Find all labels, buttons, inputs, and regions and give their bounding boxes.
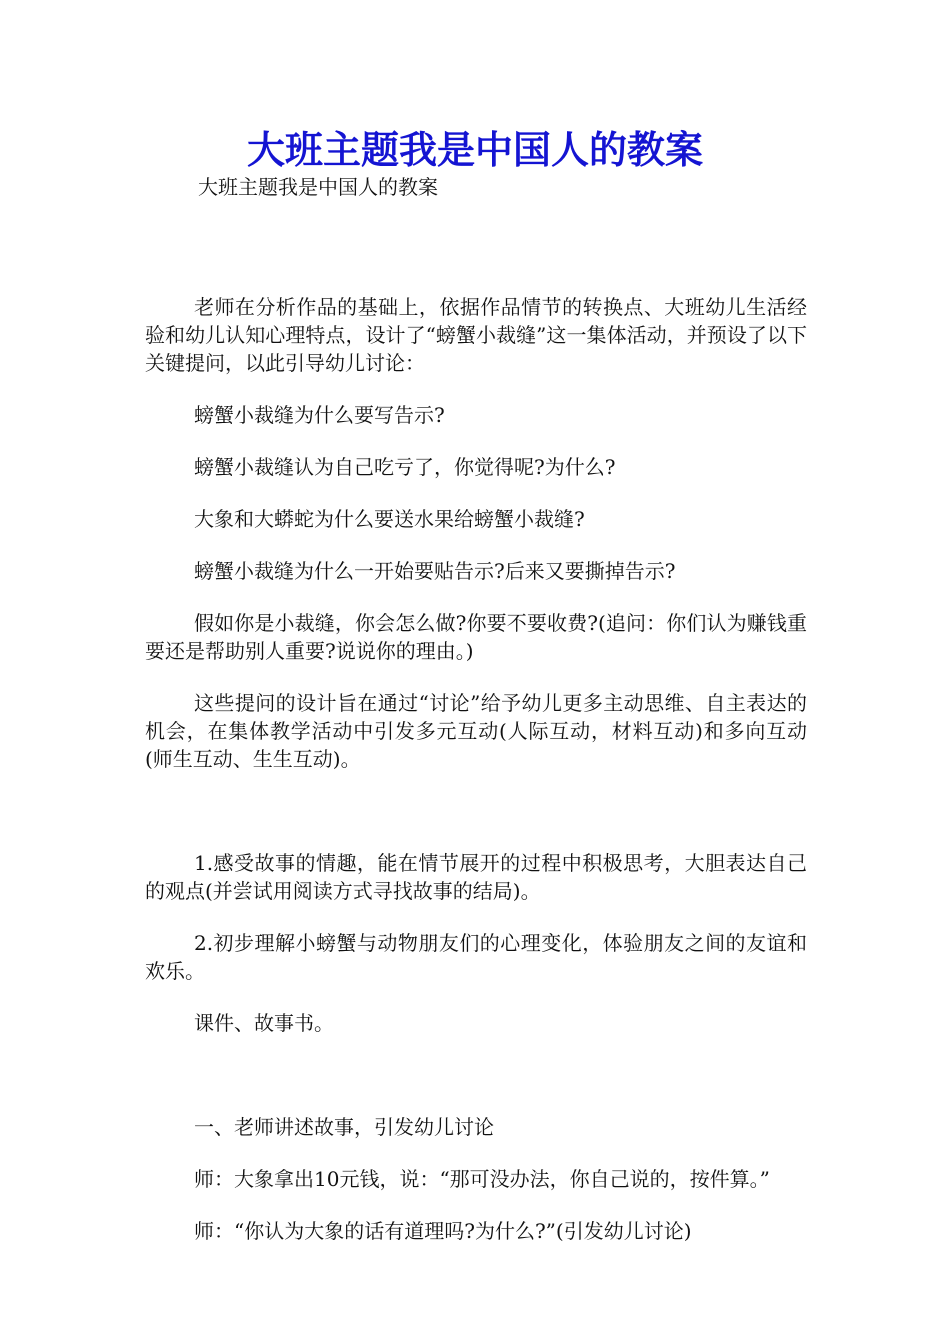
document-body xyxy=(145,293,807,1269)
paragraph-question-2: 螃蟹小裁缝认为自己吃亏了，你觉得呢?为什么? xyxy=(194,455,616,479)
section-gap xyxy=(145,1061,807,1113)
paragraph-intro: 老师在分析作品的基础上，依据作品情节的转换点、大班幼儿生活经验和幼儿认知心理特点，设计了“螃蟹小裁缝”这一集体活动，并预设了以下关键提问，以此引导幼儿讨论： xyxy=(145,295,807,375)
paragraph-materials: 课件、故事书。 xyxy=(194,1011,334,1035)
paragraph-dialogue-2: 师：“你认为大象的话有道理吗?为什么?”(引发幼儿讨论) xyxy=(194,1219,692,1243)
paragraph-question-4: 螃蟹小裁缝为什么一开始要贴告示?后来又要撕掉告示? xyxy=(194,559,676,583)
document-title: 大班主题我是中国人的教案 xyxy=(246,127,703,172)
paragraph-step-1-heading: 一、老师讲述故事，引发幼儿讨论 xyxy=(194,1115,494,1139)
paragraph-design-purpose: 这些提问的设计旨在通过“讨论”给予幼儿更多主动思维、自主表达的机会，在集体教学活动中引发多元互动(人际互动，材料互动)和多向互动(师生互动、生生互动)。 xyxy=(145,691,807,771)
section-gap xyxy=(145,797,807,849)
document-subtitle: 大班主题我是中国人的教案 xyxy=(198,175,438,199)
paragraph-goal-1: 1.感受故事的情趣，能在情节展开的过程中积极思考，大胆表达自己的观点(并尝试用阅读方式寻找故事的结局)。 xyxy=(145,851,807,903)
paragraph-dialogue-1: 师：大象拿出10元钱，说：“那可没办法，你自己说的，按件算。” xyxy=(194,1167,770,1191)
paragraph-question-1: 螃蟹小裁缝为什么要写告示? xyxy=(194,403,445,427)
paragraph-question-5: 假如你是小裁缝，你会怎么做?你要不要收费?(追问：你们认为赚钱重要还是帮助别人重要?说说你的理由。) xyxy=(145,611,807,663)
paragraph-question-3: 大象和大蟒蛇为什么要送水果给螃蟹小裁缝? xyxy=(194,507,585,531)
paragraph-goal-2: 2.初步理解小螃蟹与动物朋友们的心理变化，体验朋友之间的友谊和欢乐。 xyxy=(145,931,807,983)
